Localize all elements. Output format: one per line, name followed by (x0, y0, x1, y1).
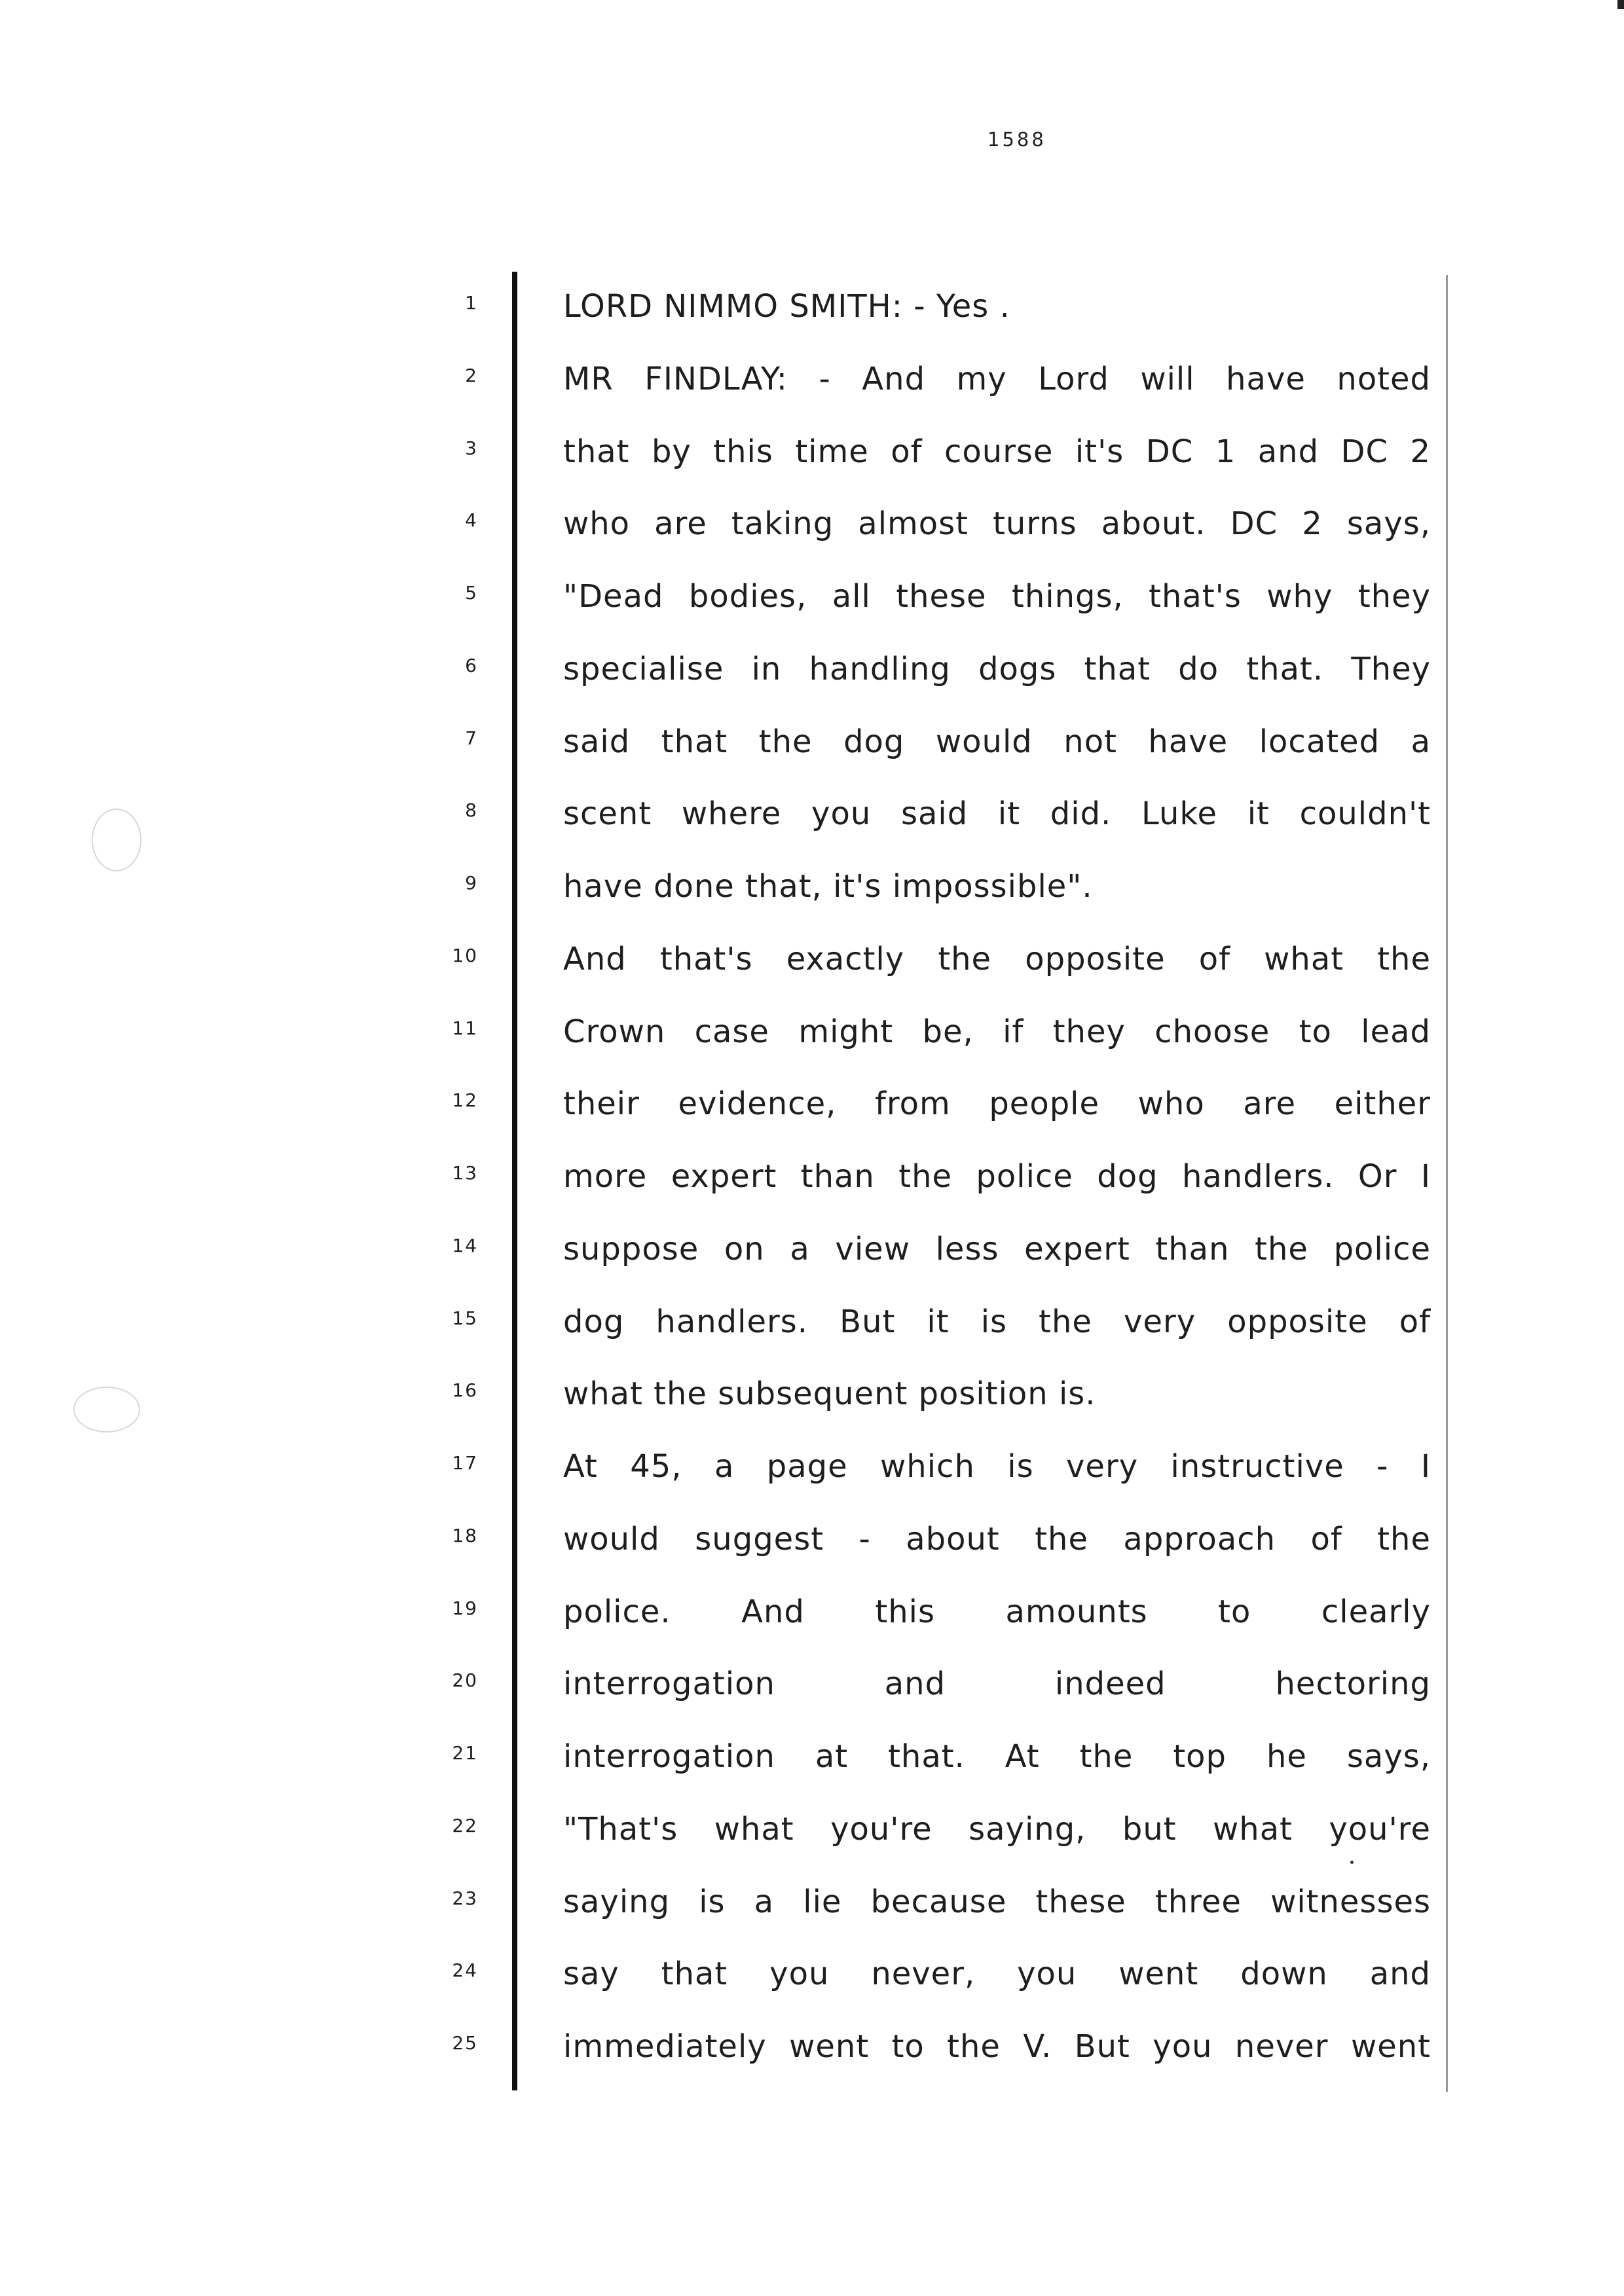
transcript-line: have done that, it's impossible". (563, 868, 1093, 905)
line-number: 22 (452, 1814, 478, 1836)
line-number: 11 (452, 1017, 478, 1039)
transcript-line: Crown case might be, if they choose to lead (563, 1013, 1431, 1050)
transcript-line: MR FINDLAY: - And my Lord will have noted (563, 360, 1431, 397)
line-number: 2 (465, 364, 478, 386)
line-number: 21 (452, 1742, 478, 1764)
transcript-line: police. And this amounts to clearly (563, 1593, 1431, 1630)
transcript-line: And that's exactly the opposite of what the (563, 940, 1431, 977)
line-number: 25 (452, 2032, 478, 2054)
transcript-line: scent where you said it did. Luke it couldn't (563, 795, 1431, 833)
left-margin-rule (512, 272, 517, 2090)
line-number: 13 (452, 1162, 478, 1184)
line-number: 15 (452, 1307, 478, 1329)
transcript-line: saying is a lie because these three witnesses (563, 1883, 1431, 1920)
transcript-line: who are taking almost turns about. DC 2 says, (563, 505, 1431, 543)
line-number: 10 (452, 944, 478, 966)
line-number: 9 (465, 872, 478, 894)
transcript-line: interrogation and indeed hectoring (563, 1666, 1431, 1703)
line-number: 5 (465, 582, 478, 604)
line-number: 8 (465, 799, 478, 822)
transcript-line: immediately went to the V. But you never went (563, 2028, 1431, 2065)
transcript-line: more expert than the police dog handlers. Or I (563, 1158, 1431, 1195)
line-number: 24 (452, 1959, 478, 1982)
punch-hole-mark (92, 809, 141, 871)
transcript-line: dog handlers. But it is the very opposite of (563, 1303, 1431, 1340)
line-number: 17 (452, 1452, 478, 1474)
line-number: 16 (452, 1379, 478, 1402)
transcript-line: suppose on a view less expert than the police (563, 1230, 1431, 1267)
line-number: 4 (465, 509, 478, 532)
page-number: 1588 (987, 128, 1046, 151)
scan-edge-mark (1617, 0, 1624, 9)
line-number: 12 (452, 1089, 478, 1112)
punch-hole-mark (73, 1387, 140, 1432)
transcript-line: would suggest - about the approach of the (563, 1520, 1431, 1558)
line-number: 19 (452, 1597, 478, 1619)
transcript-line: "Dead bodies, all these things, that's why they (563, 578, 1431, 615)
transcript-line: said that the dog would not have located a (563, 723, 1431, 760)
right-margin-rule (1446, 275, 1448, 2092)
line-number: 7 (465, 727, 478, 749)
line-number: 23 (452, 1887, 478, 1909)
transcript-line: that by this time of course it's DC 1 and DC 2 (563, 433, 1431, 470)
line-number: 14 (452, 1234, 478, 1256)
transcript-line: specialise in handling dogs that do that. They (563, 650, 1431, 687)
line-number: 6 (465, 654, 478, 676)
transcript-line: interrogation at that. At the top he says, (563, 1738, 1431, 1775)
transcript-line: "That's what you're saying, but what you're (563, 1810, 1431, 1848)
scan-speck (1350, 1861, 1354, 1864)
transcript-line: say that you never, you went down and (563, 1956, 1431, 1993)
line-number: 3 (465, 437, 478, 459)
line-number: 1 (465, 292, 478, 314)
transcript-line: what the subsequent position is. (563, 1376, 1096, 1413)
line-number: 20 (452, 1669, 478, 1692)
transcript-line: LORD NIMMO SMITH: - Yes . (563, 288, 1010, 325)
line-number: 18 (452, 1524, 478, 1546)
transcript-line: At 45, a page which is very instructive - I (563, 1448, 1431, 1485)
transcript-line: their evidence, from people who are either (563, 1085, 1431, 1123)
